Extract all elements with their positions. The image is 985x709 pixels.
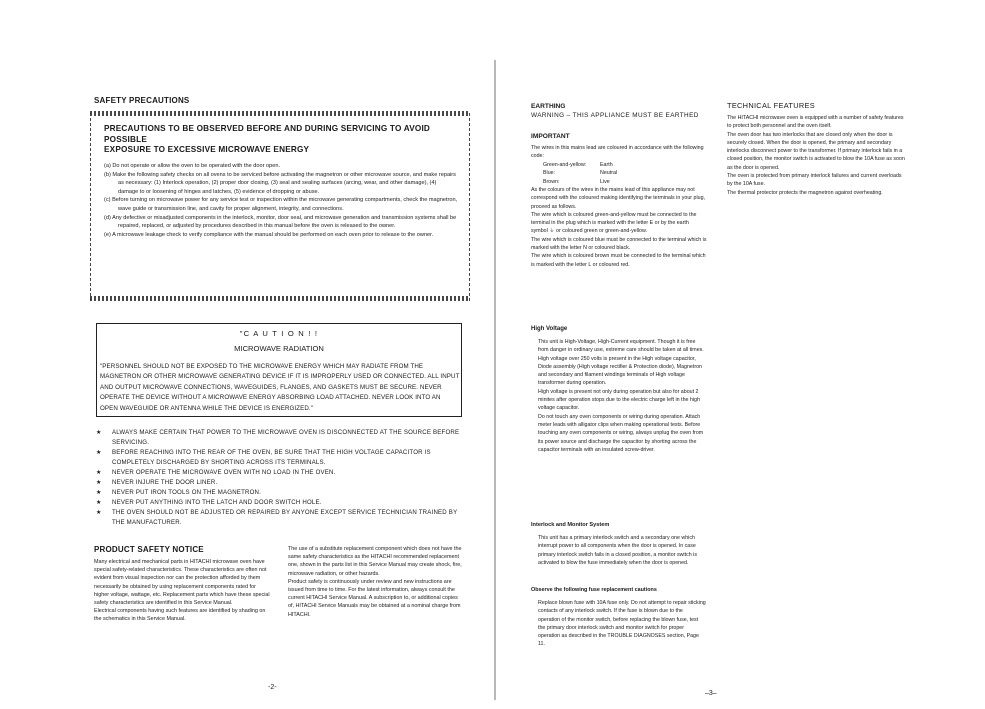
colour-code-table (543, 161, 693, 186)
precautions-heading-line2: EXPOSURE TO EXCESSIVE MICROWAVE ENERGY (104, 145, 310, 154)
precautions-list (104, 162, 458, 239)
earthing-warning: WARNING – THIS APPLIANCE MUST BE EARTHED (531, 112, 699, 119)
bullet-item: ★ NEVER PUT IRON TOOLS ON THE MAGNETRON. (96, 489, 262, 496)
bullet-item: ★ NEVER OPERATE THE MICROWAVE OVEN WITH NO LOAD IN THE OVEN. (96, 469, 336, 476)
interlock-monitor-body: This unit has a primary interlock switch and a secondary one which interrupt power to all components when the door is opened. In case primary interlock switch fails in a closed position, a monitor switch is activated to blow the fuse immediately when the door is opened. (538, 535, 697, 566)
code-row: Blue: Neutral (543, 170, 618, 177)
page-number-right: –3– (705, 690, 717, 697)
important-body: As the colours of the wires in the mains lead of this appliance may not correspond with the coloured making identifying the terminals in your plug, proceed as follows. The wire which is coloured green-and-yellow must be connected to the terminal in the plug which is marked with the letter E or by the earth symbol ⏚ or coloured green or green-and-yellow. The wire which is coloured blue must be connected to the terminal which is marked with the letter N or coloured black. The wire which is coloured brown must be connected to the terminal which is marked with the letter L or coloured red. (531, 187, 707, 268)
precaution-item: (e) A microwave leakage check to verify compliance with the manual should be performed on each oven prior to release to the owner. (104, 231, 434, 238)
high-voltage-title: High Voltage (531, 326, 568, 332)
caution-subtitle: MICROWAVE RADIATION (234, 344, 324, 353)
bullet-item: ★ ALWAYS MAKE CERTAIN THAT POWER TO THE MICROWAVE OVEN IS DISCONNECTED AT THE SOURCE BEFORE SERVICING. (96, 429, 460, 446)
service-bullets (96, 428, 468, 528)
technical-features-title: TECHNICAL FEATURES (727, 101, 815, 110)
precaution-item: (c) Before turning on microwave power for any service test or inspection within the microwave generating compartments, check the magnetron, wave guide or transmission line, and cavity for proper alignment, integrity, and connections. (104, 197, 458, 212)
code-row: Green-and-yellow: Earth (543, 162, 613, 168)
star-icon: ★ (96, 499, 102, 506)
code-row: Brown: Live (543, 178, 610, 185)
wavy-border-bottom (90, 296, 470, 301)
important-title: IMPORTANT (531, 133, 570, 140)
bullet-item: ★ NEVER INJURE THE DOOR LINER. (96, 479, 218, 486)
page-fold (494, 60, 496, 700)
product-safety-col2: The use of a substitute replacement component which does not have the same safety characteristics as the HITACHI recommended replacement one, shown in the parts list in this Service Manual may create shock, fire, microwave radiation, or other hazards. Product safety is continuously under review and new instructions are issued from time to time. For the latest information, always consult the current HITACHI Service Manual. A subscription to, or additional copies of, HITACHI Service Manuals may be obtained at a nominal charge from HITACHI. (288, 546, 462, 618)
caution-title: "C A U T I O N ! ! (239, 329, 319, 338)
fuse-cautions-title: Observe the following fuse replacement cautions (531, 587, 657, 593)
star-icon: ★ (96, 469, 102, 476)
precautions-heading (104, 124, 464, 156)
star-icon: ★ (96, 429, 102, 436)
product-safety-title: PRODUCT SAFETY NOTICE (94, 545, 204, 554)
star-icon: ★ (96, 449, 102, 456)
fuse-cautions-body: Replace blown fuse with 10A fuse only. Do not attempt to repair sticking contacts of any interlock switch. If the fuse is blown due to the operation of the monitor switch, before replacing the blown fuse, test the primary door interlock switch and monitor switch for proper operation as described in the TROUBLE DIAGNOSES section, Page 11. (538, 600, 706, 648)
bullet-item: ★ NEVER PUT ANYTHING INTO THE LATCH AND DOOR SWITCH HOLE. (96, 499, 322, 506)
bullet-item: ★ THE OVEN SHOULD NOT BE ADJUSTED OR REPAIRED BY ANYONE EXCEPT SERVICE TECHNICIAN TRAINED BY THE MANUFACTURER. (96, 509, 458, 526)
technical-features-body: The HITACHI microwave oven is equipped with a number of safety features to protect both personnel and the oven itself. The oven door has two interlocks that are closed only when the door is securely closed. When the door is opened, the primary and secondary interlocks disconnect power to the transformer. If primary interlock fails in a closed position, the monitor switch is activated to blow the 10A fuse as soon as the door is opened. The oven is protected from primary interlock failures and current overloads by the 10A fuse. The thermal protector protects the magnetron against overheating. (727, 115, 905, 196)
star-icon: ★ (96, 509, 102, 516)
earthing-title: EARTHING (531, 103, 566, 110)
page-number-left: -2- (268, 684, 277, 691)
high-voltage-body: This unit is High-Voltage, High-Current equipment. Though it is free from danger in ordinary use, extreme care should be taken at all times. High voltage over 250 volts is present in the High voltage capacitor, Diode assembly (High voltage rectifier & Protection diode), Magnetron and secondary and filament windings terminals of High voltage transformer during operation. High voltage is present not only during operation but also for about 2 minites after operation stops due to the electric charge left in the high voltage capacitor. Do not touch any oven components or wiring during operation. Attach meter leads with alligator clips when making operational tests. Before touching any oven components or wiring, always unplug the oven from its power source and discharge the capacitor by shorting across the capacitor terminals with an insulated screw-driver. (538, 339, 704, 453)
caution-body: "PERSONNEL SHOULD NOT BE EXPOSED TO THE MICROWAVE ENERGY WHICH MAY RADIATE FROM THE MAGNETRON OR OTHER MICROWAVE GENERATING DEVICE IF IT IS IMPROPERLY USED OR CONNECTED. ALL INPUT AND OUTPUT MICROWAVE CONNECTIONS, WAVEGUIDES, FLANGES, AND GASKETS MUST BE SECURE. NEVER OPERATE THE DEVICE WITHOUT A MICROWAVE ENERGY ABSORBING LOAD ATTACHED. NEVER LOOK INTO AN OPEN WAVEGUIDE OR ANTENNA WHILE THE DEVICE IS ENERGIZED." (100, 363, 460, 412)
interlock-monitor-title: Interlock and Monitor System (531, 522, 610, 528)
important-intro: The wires in this mains lead are coloured in accordance with the following code: (531, 145, 704, 160)
bullet-item: ★ BEFORE REACHING INTO THE REAR OF THE OVEN, BE SURE THAT THE HIGH VOLTAGE CAPACITOR IS COMPLETELY DISCHARGED BY SHORTING ACROSS ITS TERMINALS. (96, 449, 431, 466)
star-icon: ★ (96, 479, 102, 486)
star-icon: ★ (96, 489, 102, 496)
precaution-item: (a) Do not operate or allow the oven to be operated with the door open. (104, 163, 281, 169)
precautions-heading-line1: PRECAUTIONS TO BE OBSERVED BEFORE AND DURING SERVICING TO AVOID POSSIBLE (104, 124, 431, 144)
precaution-item: (b) Make the following safety checks on all ovens to be serviced before activating the magnetron or other microwave source, and make repairs as necessary: (1) Interlock operation, (2) proper door closing, (3) seal and sealing surfaces (arcing, wear, and other damage), (4) damage to or loosening of hinges and latches, (5) evidence of dropping or abuse. (104, 171, 456, 195)
precaution-item: (d) Any defective or misadjusted components in the interlock, monitor, door seal, and microwave generation and transmission systems shall be repaired, replaced, or adjusted by procedures described in this manual before the oven is released to the owner. (104, 214, 457, 230)
product-safety-col1: Many electrical and mechanical parts in HITACHI microwave oven have special safety-related characteristics. These characteristics are often not evident from visual inspection nor can the protection afforded by them necessarily be obtained by using replacement components rated for higher voltage, wattage, etc. Replacement parts which have these special safety characteristics are identified in this Service Manual. Electrical components having such features are identified by shading on the schematics in this Service Manual. (94, 559, 270, 623)
safety-precautions-title: SAFETY PRECAUTIONS (94, 96, 190, 105)
